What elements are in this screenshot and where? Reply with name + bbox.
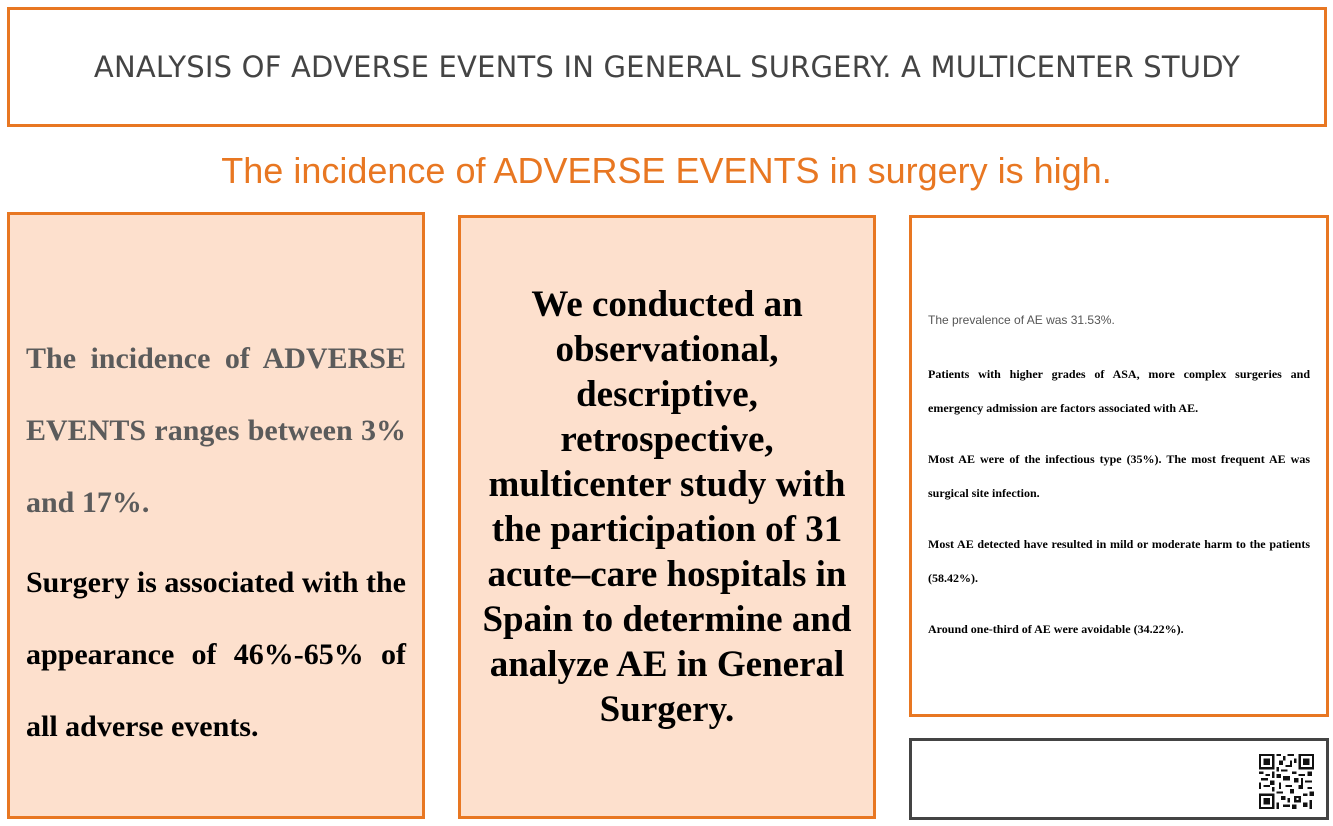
result-item: Most AE detected have resulted in mild or moderate harm to the patients (58.42%).: [928, 537, 1310, 585]
results-panel: [909, 215, 1329, 717]
result-item: Most AE were of the infectious type (35%). The most frequent AE was surgical site infection.: [928, 452, 1310, 500]
surgery-association-text: Surgery is associated with the appearance of 46%-65% of all adverse events.: [26, 565, 406, 743]
poster-title: ANALYSIS OF ADVERSE EVENTS IN GENERAL SURGERY. A MULTICENTER STUDY: [93, 50, 1241, 84]
result-item: Around one-third of AE were avoidable (34.22%).: [928, 622, 1184, 636]
result-item: The prevalence of AE was 31.53%.: [928, 313, 1115, 327]
methods-panel: [458, 215, 876, 819]
poster-subtitle: The incidence of ADVERSE EVENTS in surgery is high.: [221, 150, 1112, 191]
title-box: [7, 7, 1327, 127]
incidence-text: The incidence of ADVERSE EVENTS ranges between 3% and 17%.: [26, 341, 406, 519]
qr-code-icon[interactable]: [1259, 754, 1314, 809]
footer-box: [909, 738, 1329, 820]
result-item: Patients with higher grades of ASA, more complex surgeries and emergency admission are factors associated with AE.: [928, 367, 1310, 415]
methods-text: We conducted an observational, descriptive, retrospective, multicenter study with the participation of 31 acute–care hospitals in Spain to determine and analyze AE in General Surgery.: [482, 284, 852, 730]
background-panel: [7, 212, 425, 819]
